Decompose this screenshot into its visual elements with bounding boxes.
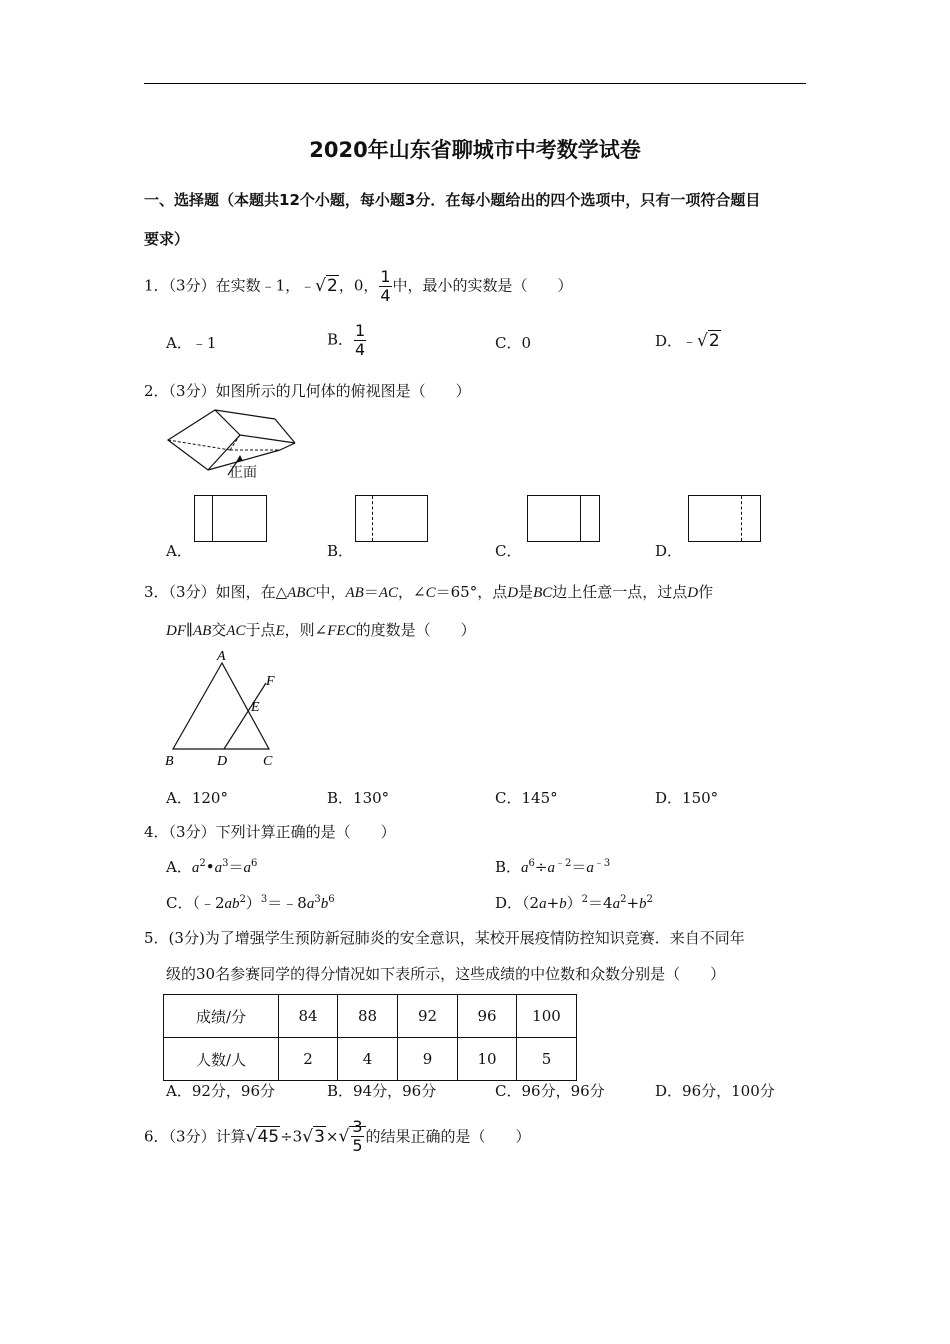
q2-option-b-figure: [355, 495, 428, 542]
label-a: A: [217, 649, 226, 664]
question-2: 2．（3分）如图所示的几何体的俯视图是（ ）: [144, 382, 471, 400]
q5-option-a[interactable]: A．92分，96分: [166, 1082, 276, 1100]
question-3: 3．（3分）如图，在△ABC中，AB＝AC，∠C＝65°，点D是BC边上任意一点，过点D作: [144, 583, 714, 601]
label-e: E: [251, 700, 260, 715]
q5-option-c[interactable]: C．96分，96分: [495, 1082, 605, 1100]
q5-option-d[interactable]: D．96分，100分: [655, 1082, 775, 1100]
fraction: $\frac{1}{4}$: [380, 267, 391, 305]
section-heading: 一、选择题（本题共12个小题，每小题3分．在每小题给出的四个选项中，只有一项符合题目: [144, 191, 761, 209]
front-label: 正面: [229, 465, 257, 481]
q4-option-c[interactable]: C．$(﹣2ab^2)^3=﹣8a^3b^6$: [166, 894, 335, 912]
label-c: C: [263, 754, 273, 769]
q1-option-b[interactable]: B． $\frac{1}{4}$: [327, 321, 366, 359]
table-row: 成绩/分 84 88 92 96 100: [164, 995, 577, 1038]
header-rule: [144, 83, 806, 84]
question-5: 5．(3分)为了增强学生预防新冠肺炎的安全意识，某校开展疫情防控知识竞赛．来自不同年: [144, 929, 745, 947]
label-b: B: [165, 754, 174, 769]
q3-option-d[interactable]: D．150°: [655, 789, 719, 807]
q3-option-c[interactable]: C．145°: [495, 789, 558, 807]
q4-option-d[interactable]: D．$(2a+b)^2=4a^2+b^2$: [495, 894, 653, 912]
q2-option-a[interactable]: A．: [166, 542, 192, 560]
table-row: 人数/人 2 4 9 10 5: [164, 1038, 577, 1081]
q2-option-b[interactable]: B．: [327, 542, 354, 560]
q1-option-a[interactable]: A．﹣1: [166, 334, 217, 352]
q1-option-c[interactable]: C．0: [495, 334, 532, 352]
q4-option-b[interactable]: B．$a^6\div a^{﹣2}=a^{﹣3}$: [495, 858, 611, 876]
question-3-cont: DF∥AB交AC于点E，则∠FEC的度数是（ ）: [166, 621, 476, 639]
paper-title: 2020年山东省聊城市中考数学试卷: [309, 138, 641, 162]
question-4: 4．（3分）下列计算正确的是（ ）: [144, 823, 396, 841]
q3-option-b[interactable]: B．130°: [327, 789, 390, 807]
q1-option-d[interactable]: D．﹣√2: [655, 331, 720, 351]
q2-option-c-figure: [527, 495, 600, 542]
q3-option-a[interactable]: A．120°: [166, 789, 228, 807]
triangle-figure: [160, 645, 290, 770]
q2-option-d-figure: [688, 495, 761, 542]
q5-option-b[interactable]: B．94分，96分: [327, 1082, 437, 1100]
score-table: [163, 994, 577, 1081]
question-5-cont: 级的30名参赛同学的得分情况如下表所示，这些成绩的中位数和众数分别是（ ）: [166, 965, 726, 983]
q4-option-a[interactable]: A．$a^2•a^3=a^6$: [166, 858, 258, 876]
q2-option-c[interactable]: C．: [495, 542, 522, 560]
label-d: D: [217, 754, 228, 769]
q2-option-a-figure: [194, 495, 267, 542]
question-1: 1．（3分）在实数﹣1，﹣√2，0， $\frac{1}{4}$ 中，最小的实数是（ ）: [144, 267, 573, 305]
question-6: 6．（3分）计算√45÷3√3×√ $\frac{3}{5}$ 的结果正确的是（ ）: [144, 1117, 531, 1155]
section-heading-cont: 要求）: [144, 230, 190, 248]
q2-option-d[interactable]: D．: [655, 542, 683, 560]
label-f: F: [266, 674, 275, 689]
